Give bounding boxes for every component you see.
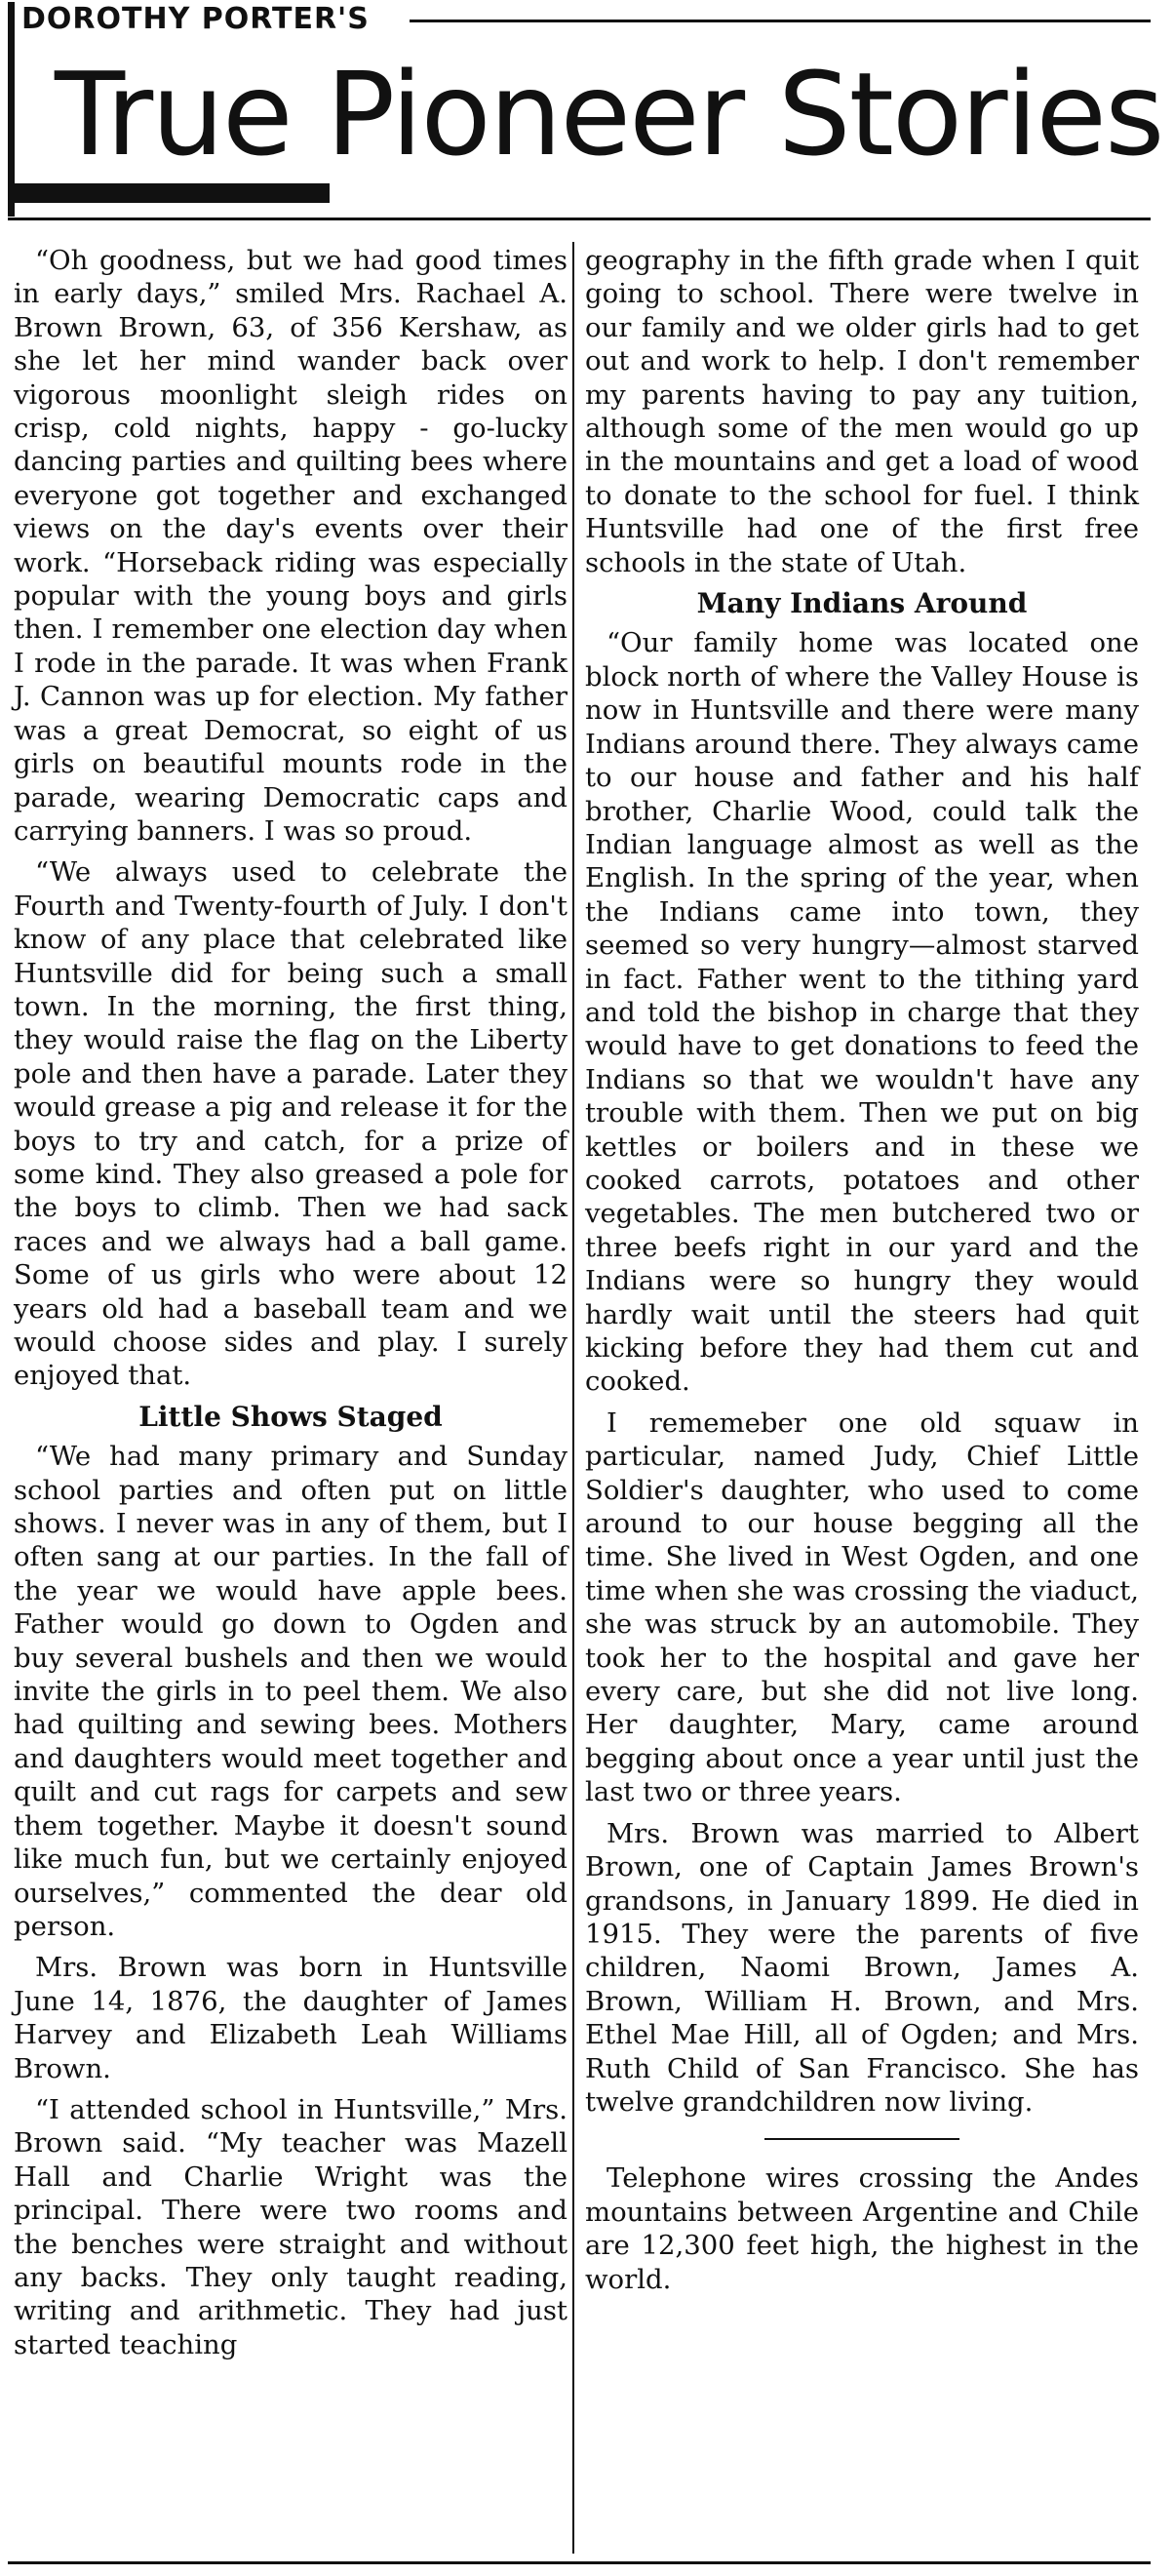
subheading: Many Indians Around — [696, 587, 1028, 620]
title-underline-bar — [8, 183, 330, 203]
paragraph: “Our family home was located one block north of where the Valley House is now in Huntsville and there were many Indians around there. They always came to our house and father and his half brother, Charlie Wood, could talk the Indian language almost as well as the English. In the spring of the year, when the Indians came into town, they seemed so very hungry—almost starved in fact. Father went to the tithing yard and told the bishop in charge that they would have to get donations to feed the Indians so that we wouldn't have any trouble with them. Then we put on big kettles or boilers and in these we cooked carrots, potatoes and other vegetables. The men butchered two or three beefs right in our yard and the Indians were so hungry they would hardly wait until the steers had quit kicking before they had them cut and cooked. — [585, 627, 1139, 1398]
paragraph: geography in the fifth grade when I quit going to school. There were twelve in our family and we older girls had to get out and work to help. I don't remember my parents having to pay any tuition, although some of the men would go up in the mountains and get a load of wood to donate to the school for fuel. I think Huntsville had one of the first free schools in the state of Utah. — [585, 245, 1139, 578]
section-separator — [764, 2138, 959, 2140]
masthead-rule — [8, 218, 1151, 220]
paragraph: Telephone wires crossing the Andes mountains between Argentine and Chile are 12,300 feet high, the highest in the world. — [585, 2162, 1139, 2295]
article-column-right — [585, 244, 1139, 2304]
paragraph: “We always used to celebrate the Fourth and Twenty-fourth of July. I don't know of any place that celebrated like Huntsville did for being such a small town. In the morning, the first thing, they would raise the flag on the Liberty pole and then have a parade. Later they would grease a pig and release it for the boys to try and catch, for a prize of some kind. They also greased a pole for the boys to climb. Then we had sack races and we always had a ball game. Some of us girls who were about 12 years old had a baseball team and we would choose sides and play. I surely enjoyed that. — [14, 856, 567, 1392]
column-divider — [572, 242, 574, 2554]
bottom-rule — [8, 2561, 1151, 2564]
paragraph: “We had many primary and Sunday school parties and often put on little shows. I never was in any of them, but I often sang at our parties. In the fall of the year we would have apple bees. Father would go down to Ogden and buy several bushels and then we would invite the girls in to peel them. We also had quilting and sewing bees. Mothers and daughters would meet together and quilt and cut rags for carpets and sew them together. Maybe it doesn't sound like much fun, but we certainly enjoyed ourselves,” commented the dear old person. — [14, 1441, 567, 1942]
column-kicker: DOROTHY PORTER'S — [21, 2, 370, 36]
paragraph: Mrs. Brown was married to Albert Brown, one of Captain James Brown's grandsons, in January 1899. He died in 1915. They were the parents of five children, Naomi Brown, James A. Brown, William H. Brown, and Mrs. Ethel Mae Hill, all of Ogden; and Mrs. Ruth Child of San Francisco. She has twelve grandchildren now living. — [585, 1817, 1139, 2118]
article-column-left — [14, 244, 567, 2369]
paragraph: “Oh goodness, but we had good times in early days,” smiled Mrs. Rachael A. Brown Brown, 63, of 356 Kershaw, as she let her mind wander back over vigorous moonlight sleigh rides on crisp, cold nights, happy - go-lucky dancing parties and quilting bees where everyone got together and exchanged views on the day's events over their work. “Horseback riding was especially popular with the young boys and girls then. I remember one election day when I rode in the parade. It was when Frank J. Cannon was up for election. My father was a great Democrat, so eight of us girls on beautiful mounts rode in the parade, wearing Democratic caps and carrying banners. I was so proud. — [14, 245, 567, 847]
column-title: True Pioneer Stories — [55, 47, 1163, 181]
subheading: Little Shows Staged — [138, 1400, 443, 1433]
paragraph: Mrs. Brown was born in Huntsville June 14, 1876, the daughter of James Harvey and Elizabeth Leah Williams Brown. — [14, 1952, 567, 2084]
paragraph: “I attended school in Huntsville,” Mrs. Brown said. “My teacher was Mazell Hall and Charlie Wright was the principal. There were two rooms and the benches were straight and without any backs. They only taught reading, writing and arithmetic. They had just started teaching — [14, 2093, 567, 2360]
kicker-rule — [410, 20, 1151, 22]
paragraph: I rememeber one old squaw in particular, named Judy, Chief Little Soldier's daughter, who used to come around to our house begging all the time. She lived in West Ogden, and one time when she was crossing the viaduct, she was struck by an automobile. They took her to the hospital and gave her every care, but she did not live long. Her daughter, Mary, came around begging about once a year until just the last two or three years. — [585, 1407, 1139, 1808]
masthead — [0, 0, 1174, 224]
